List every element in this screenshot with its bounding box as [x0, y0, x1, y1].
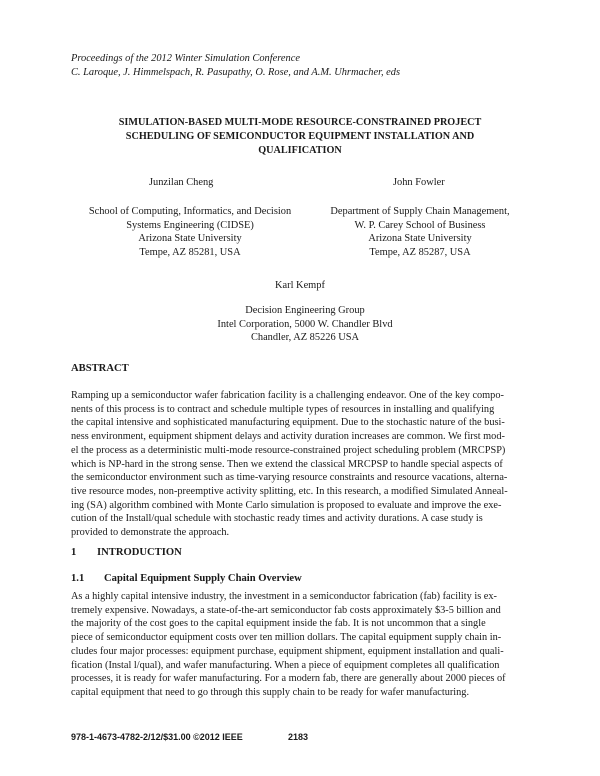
text-line: the majority of the cost goes to the capital equipment inside the fab. It is not uncommon that a single	[71, 618, 486, 630]
text-line: the semiconductor environment such as time-varying resource constraints and resource vacations, alterna-	[71, 472, 508, 484]
author-name: Junzilan Cheng	[149, 177, 214, 188]
affiliation-line: Intel Corporation, 5000 W. Chandler Blvd	[217, 318, 393, 330]
affiliation-line: Department of Supply Chain Management,	[330, 206, 510, 217]
title-line: SIMULATION-BASED MULTI-MODE RESOURCE-CONSTRAINED PROJECT	[118, 117, 482, 128]
text-line: capital equipment that need to go through this supply chain to be ready for wafer manufacturing.	[71, 686, 470, 698]
text-line: fication (Instal l/qual), and wafer manufacturing. When a piece of equipment completes all qualification	[71, 659, 500, 671]
affiliation-line: Systems Engineering (CIDSE)	[126, 219, 254, 231]
page-number: 2183	[288, 732, 309, 742]
proceedings-header	[71, 52, 400, 80]
affiliation-line: School of Computing, Informatics, and Decision	[88, 206, 292, 217]
subsection-heading	[71, 573, 302, 584]
text-line: piece of semiconductor equipment costs over ten million dollars. The capital equipment supply chain in-	[71, 632, 502, 644]
author-name: Karl Kempf	[275, 280, 325, 291]
editors-line: C. Laroque, J. Himmelspach, R. Pasupathy, O. Rose, and A.M. Uhrmacher, eds	[71, 67, 401, 78]
author-affiliation	[65, 205, 315, 259]
proceedings-line: Proceedings of the 2012 Winter Simulation Conference	[71, 53, 300, 64]
affiliation-line: Arizona State University	[368, 233, 472, 245]
affiliation-line: Arizona State University	[138, 233, 242, 245]
affiliation-line: Decision Engineering Group	[245, 305, 365, 316]
text-line: processes, it is ready for wafer manufacturing. For a modern fab, there are generally about 2000 pieces of	[71, 673, 506, 685]
intro-paragraph	[71, 590, 529, 700]
text-line: cludes four major processes: equipment purchase, equipment shipment, equipment installation and quali-	[71, 645, 504, 657]
subsection-number: 1.1	[71, 573, 85, 584]
affiliation-line: Tempe, AZ 85287, USA	[369, 246, 471, 258]
author-name: John Fowler	[393, 177, 445, 188]
text-line: Ramping up a semiconductor wafer fabrication facility is a challenging endeavor. One of the key compo-	[71, 390, 504, 401]
text-line: provided to demonstrate the approach.	[71, 527, 230, 539]
section-heading	[71, 547, 182, 558]
text-line: As a highly capital intensive industry, the investment in a semiconductor fabrication (fab) facility is ex-	[71, 591, 497, 602]
paper-title	[90, 116, 510, 158]
abstract-heading: ABSTRACT	[71, 363, 129, 374]
title-line: QUALIFICATION	[258, 145, 342, 156]
affiliation-line: W. P. Carey School of Business	[354, 219, 486, 231]
author-affiliation	[195, 304, 415, 345]
text-line: tive resource modes, non-preemptive activity splitting, etc. In this research, a modified Simulated Anneal-	[71, 485, 508, 497]
section-number: 1	[71, 547, 77, 558]
section-title: INTRODUCTION	[97, 547, 182, 558]
affiliation-line: Chandler, AZ 85226 USA	[250, 332, 360, 344]
text-line: ing (SA) algorithm combined with Monte Carlo simulation is proposed to evaluate and improve the exe-	[71, 499, 502, 511]
text-line: ness environment, equipment shipment delays and activity duration increases are common. We first mod-	[71, 431, 505, 443]
title-line: SCHEDULING OF SEMICONDUCTOR EQUIPMENT INSTALLATION AND	[125, 131, 475, 142]
text-line: the capital intensive and sophisticated manufacturing equipment. Due to the stochastic nature of the busi-	[71, 417, 505, 429]
footer-isbn: 978-1-4673-4782-2/12/$31.00 ©2012 IEEE	[71, 732, 243, 742]
affiliation-line: Tempe, AZ 85281, USA	[139, 246, 241, 258]
text-line: cution of the Install/qual schedule with stochastic ready times and activity durations. A case study is	[71, 513, 483, 525]
subsection-title: Capital Equipment Supply Chain Overview	[104, 573, 302, 584]
text-line: tremely expensive. Nowadays, a state-of-the-art semiconductor fab costs approximately $3-5 billion and	[71, 604, 501, 616]
text-line: which is NP-hard in the strong sense. Then we extend the classical MRCPSP to handle special aspects of	[71, 458, 503, 470]
text-line: nents of this process is to contract and schedule multiple types of resources in installing and qualifying	[71, 403, 495, 415]
author-affiliation	[300, 205, 540, 259]
abstract-text	[71, 389, 529, 540]
text-line: el the process as a deterministic multi-mode resource-constrained project scheduling problem (MRCPSP)	[71, 444, 506, 456]
